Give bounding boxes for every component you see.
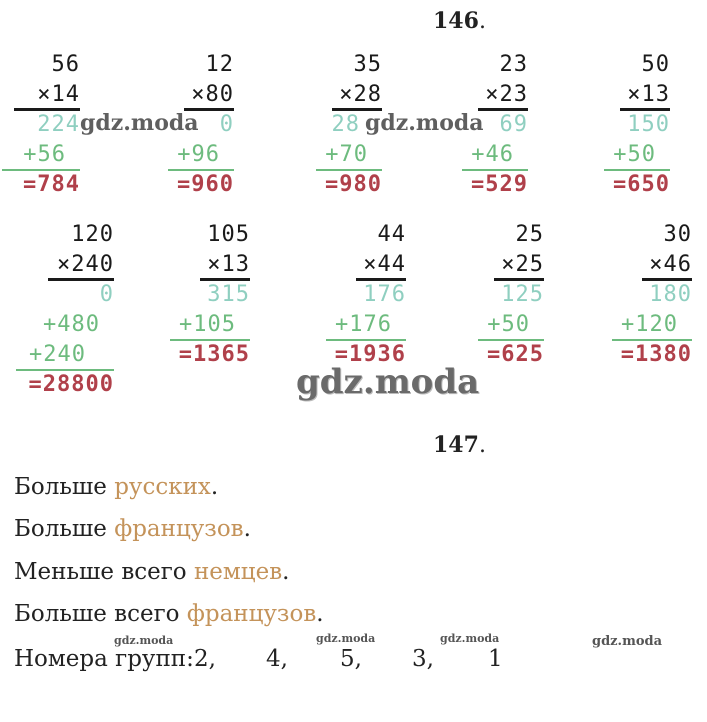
group-number: 2, (194, 646, 216, 672)
partial-product: 150 (627, 112, 670, 137)
partial-sum: +240 (29, 342, 86, 367)
watermark: gdz.moda (365, 110, 484, 136)
partial-sum: +70 (325, 142, 368, 167)
answer-line-3 (14, 559, 289, 585)
result: =650 (613, 172, 670, 197)
result: =625 (487, 342, 544, 367)
problem-9 (434, 222, 544, 382)
partial-product: 28 (331, 112, 360, 137)
multiplier: ×23 (485, 82, 528, 107)
multiplicand: 44 (377, 222, 406, 247)
answer-suffix: . (316, 601, 324, 627)
partial-product: 125 (501, 282, 544, 307)
result: =1380 (620, 342, 692, 367)
answer-suffix: . (243, 516, 251, 542)
answer-highlight: французов (186, 601, 317, 627)
multiplicand: 25 (515, 222, 544, 247)
result: =980 (325, 172, 382, 197)
partial-product: 0 (219, 112, 234, 137)
sum-rule (604, 169, 670, 171)
answer-line-2 (14, 516, 251, 542)
groups-label: Номера групп: (14, 646, 194, 672)
answer-highlight: немцев (193, 559, 283, 585)
watermark: gdz.moda (592, 634, 663, 649)
result: =1936 (334, 342, 406, 367)
multiply-rule (356, 278, 406, 281)
answer-prefix: Больше (14, 516, 115, 542)
answer-suffix: . (210, 474, 219, 500)
multiply-rule (494, 278, 544, 281)
partial-sum: +56 (23, 142, 66, 167)
multiplicand: 30 (663, 222, 692, 247)
watermark: gdz.moda (114, 634, 174, 647)
partial-sum: +50 (487, 312, 530, 337)
answer-prefix: Меньше всего (14, 559, 194, 585)
multiply-rule (642, 278, 692, 281)
sum-rule (2, 169, 80, 171)
task-146-dot: . (478, 9, 486, 34)
answer-highlight: французов (114, 516, 244, 542)
partial-sum: +480 (43, 312, 100, 337)
group-number: 1 (488, 646, 503, 672)
partial-product: 315 (207, 282, 250, 307)
partial-product: 0 (99, 282, 114, 307)
answer-suffix: . (282, 559, 290, 585)
multiplicand: 56 (51, 52, 80, 77)
result: =28800 (28, 372, 114, 397)
partial-sum: +50 (613, 142, 656, 167)
watermark: gdz.moda (296, 362, 480, 402)
multiplier: ×44 (363, 252, 406, 277)
multiply-rule (14, 108, 80, 111)
result: =529 (471, 172, 528, 197)
answer-prefix: Больше (14, 474, 115, 500)
partial-sum: +176 (335, 312, 392, 337)
problem-10 (582, 222, 692, 382)
task-146-title (433, 8, 486, 34)
multiply-rule (200, 278, 250, 281)
answer-line-1 (14, 474, 218, 500)
group-number: 3, (412, 646, 434, 672)
multiplicand: 120 (71, 222, 114, 247)
partial-sum: +46 (471, 142, 514, 167)
multiplier: ×25 (501, 252, 544, 277)
multiply-rule (478, 108, 528, 111)
multiplier: ×80 (191, 82, 234, 107)
problem-7 (140, 222, 250, 382)
sum-rule (326, 339, 406, 341)
answer-prefix: Больше всего (14, 601, 187, 627)
multiplicand: 35 (353, 52, 382, 77)
problem-1 (0, 52, 80, 212)
multiply-rule (48, 278, 114, 281)
multiply-rule (620, 108, 670, 111)
sum-rule (168, 169, 234, 171)
problem-5 (560, 52, 670, 212)
result: =960 (177, 172, 234, 197)
problem-6 (4, 222, 114, 402)
group-number: 4, (266, 646, 288, 672)
sum-rule (16, 369, 114, 371)
multiplier: ×46 (649, 252, 692, 277)
result: =784 (23, 172, 80, 197)
sum-rule (462, 169, 528, 171)
problem-8 (296, 222, 406, 382)
task-147-title (433, 432, 486, 458)
partial-product: 224 (37, 112, 80, 137)
task-147-dot: . (478, 433, 486, 458)
sum-rule (612, 339, 692, 341)
multiplicand: 23 (499, 52, 528, 77)
multiplicand: 105 (207, 222, 250, 247)
multiplier: ×240 (57, 252, 114, 277)
watermark: gdz.moda (316, 632, 376, 645)
watermark: gdz.moda (440, 632, 500, 645)
sum-rule (316, 169, 382, 171)
partial-sum: +120 (621, 312, 678, 337)
task-147-number: 147 (433, 432, 479, 458)
partial-product: 69 (499, 112, 528, 137)
sum-rule (170, 339, 250, 341)
multiplicand: 12 (205, 52, 234, 77)
group-number: 5, (340, 646, 362, 672)
multiplicand: 50 (641, 52, 670, 77)
multiplier: ×28 (339, 82, 382, 107)
partial-sum: +96 (177, 142, 220, 167)
answer-line-4 (14, 601, 324, 627)
multiplier: ×13 (207, 252, 250, 277)
sum-rule (478, 339, 544, 341)
partial-sum: +105 (179, 312, 236, 337)
task-146-number: 146 (433, 8, 479, 34)
result: =1365 (178, 342, 250, 367)
answer-highlight: русских (114, 474, 211, 500)
partial-product: 180 (649, 282, 692, 307)
multiplier: ×14 (37, 82, 80, 107)
partial-product: 176 (363, 282, 406, 307)
watermark: gdz.moda (80, 110, 199, 136)
multiplier: ×13 (627, 82, 670, 107)
